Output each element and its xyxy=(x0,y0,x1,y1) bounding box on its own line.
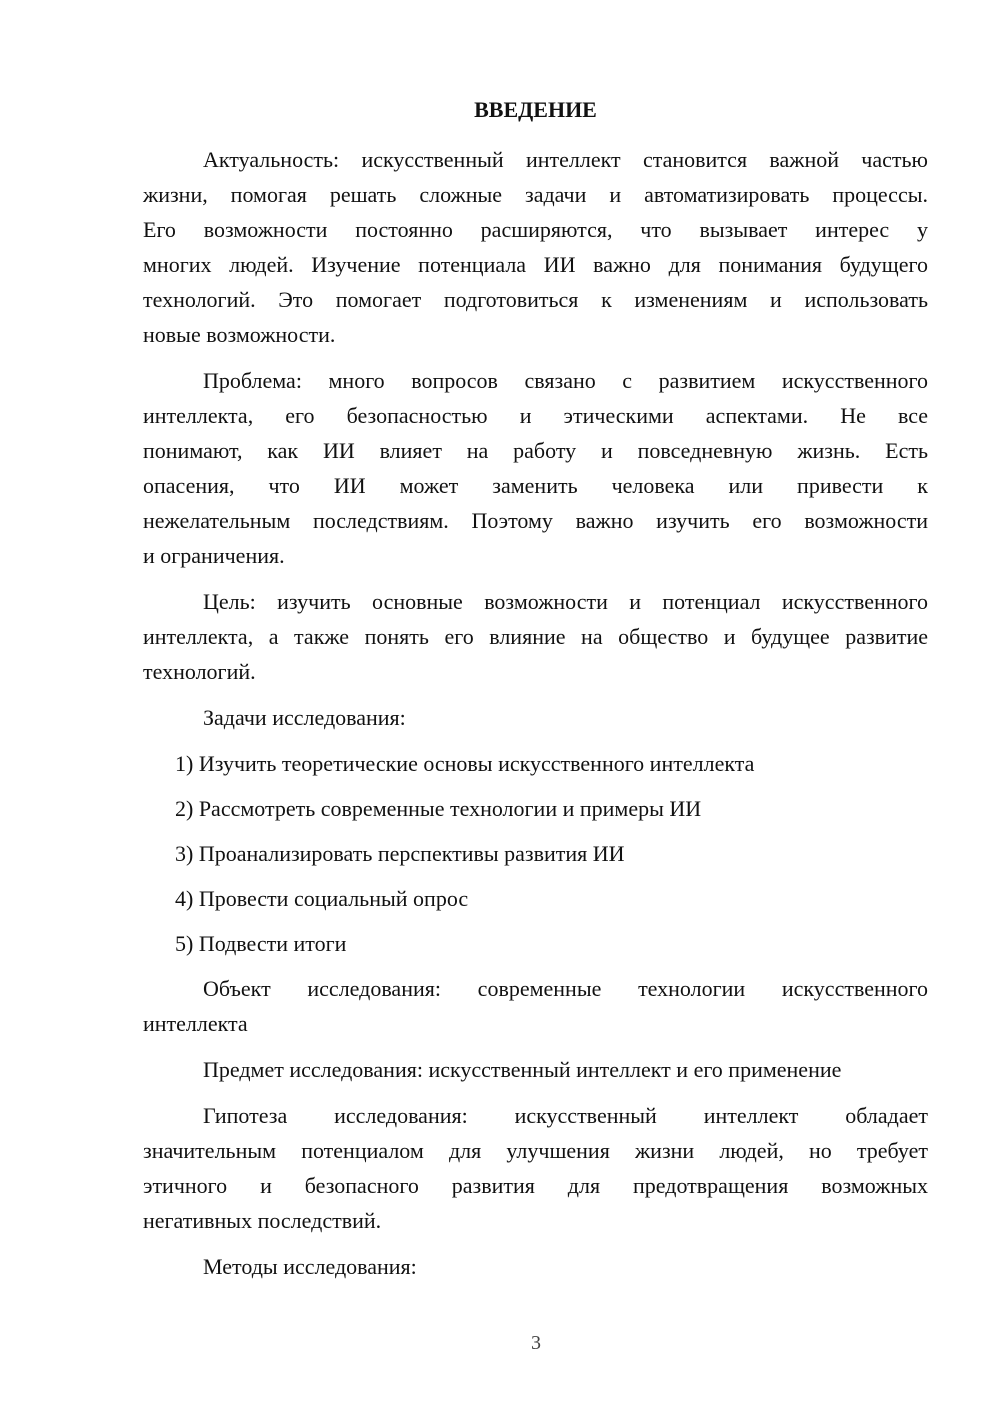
text-line: многих людей. Изучение потенциала ИИ важно для понимания будущего xyxy=(143,252,928,277)
text-line: Его возможности постоянно расширяются, что вызывает интерес у xyxy=(143,217,928,242)
paragraph xyxy=(143,1249,928,1284)
text-line: интеллекта, а также понять его влияние на общество и будущее развитие xyxy=(143,624,928,649)
text-line: технологий. xyxy=(143,659,256,684)
text-line: понимают, как ИИ влияет на работу и повседневную жизнь. Есть xyxy=(143,438,928,463)
document-body xyxy=(143,92,928,1295)
paragraphs xyxy=(143,142,928,1284)
text-line: интеллекта, его безопасностью и этическими аспектами. Не все xyxy=(143,403,928,428)
text-line: и ограничения. xyxy=(143,543,285,568)
text-line: опасения, что ИИ может заменить человека или привести к xyxy=(143,473,928,498)
section-title: ВВЕДЕНИЕ xyxy=(474,97,597,122)
text-line: Гипотеза исследования: искусственный интеллект обладает xyxy=(203,1103,928,1128)
text-line: негативных последствий. xyxy=(143,1208,382,1233)
text-line: Предмет исследования: искусственный интеллект и его применение xyxy=(203,1057,842,1082)
text-line: Актуальность: искусственный интеллект становится важной частью xyxy=(203,147,928,172)
page-number: 3 xyxy=(531,1332,541,1354)
paragraph xyxy=(143,1098,928,1238)
paragraph xyxy=(143,142,928,352)
text-line: интеллекта xyxy=(143,1011,248,1036)
paragraph xyxy=(143,1052,928,1087)
text-line: Цель: изучить основные возможности и потенциал искусственного xyxy=(203,589,928,614)
paragraph xyxy=(143,584,928,689)
task-list-item xyxy=(143,926,928,961)
text-line: 4) Провести социальный опрос xyxy=(175,886,469,911)
text-line: жизни, помогая решать сложные задачи и автоматизировать процессы. xyxy=(143,182,928,207)
text-line: новые возможности. xyxy=(143,322,336,347)
text-line: 2) Рассмотреть современные технологии и примеры ИИ xyxy=(175,796,702,821)
text-line: Объект исследования: современные технологии искусственного xyxy=(203,976,928,1001)
text-line: 5) Подвести итоги xyxy=(175,931,347,956)
paragraph xyxy=(143,971,928,1041)
text-line: значительным потенциалом для улучшения жизни людей, но требует xyxy=(143,1138,928,1163)
text-line: 3) Проанализировать перспективы развития ИИ xyxy=(175,841,625,866)
text-line: 1) Изучить теоретические основы искусственного интеллекта xyxy=(175,751,755,776)
paragraph xyxy=(143,363,928,573)
text-line: нежелательным последствиям. Поэтому важно изучить его возможности xyxy=(143,508,928,533)
task-list-item xyxy=(143,836,928,871)
text-line: этичного и безопасного развития для предотвращения возможных xyxy=(143,1173,928,1198)
task-list-item xyxy=(143,881,928,916)
text-line: Задачи исследования: xyxy=(203,705,406,730)
text-line: Проблема: много вопросов связано с развитием искусственного xyxy=(203,368,928,393)
paragraph xyxy=(143,700,928,735)
text-line: Методы исследования: xyxy=(203,1254,417,1279)
task-list-item xyxy=(143,791,928,826)
text-line: технологий. Это помогает подготовиться к изменениям и использовать xyxy=(143,287,928,312)
task-list-item xyxy=(143,746,928,781)
